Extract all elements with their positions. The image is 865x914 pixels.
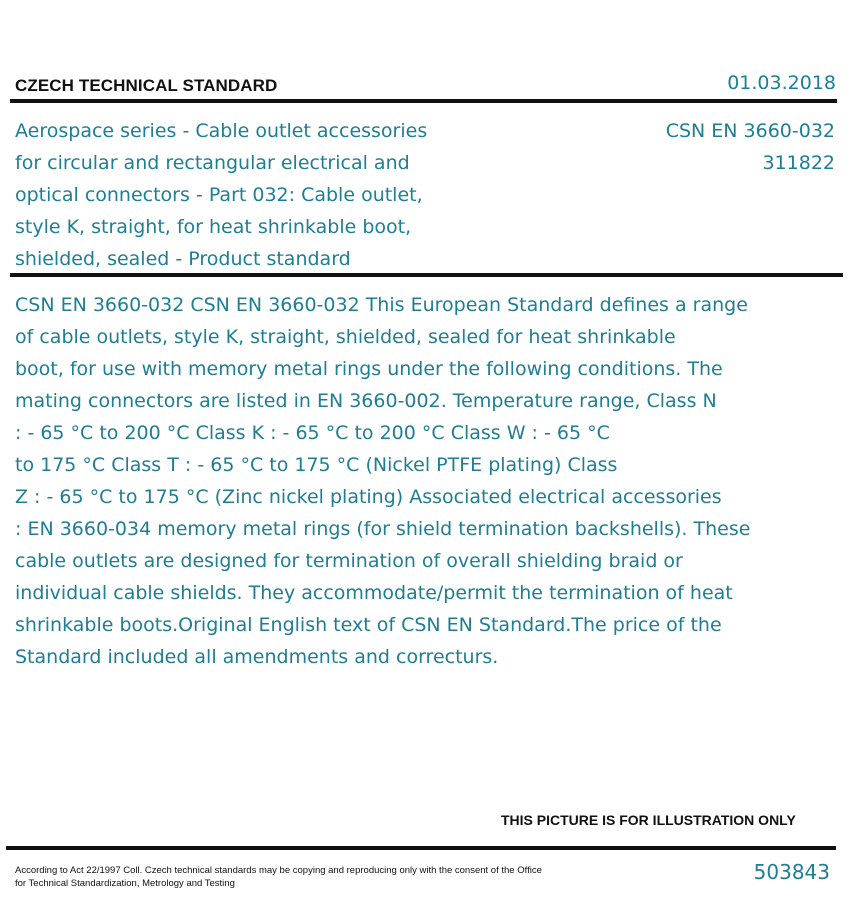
legal-notice: According to Act 22/1997 Coll. Czech technical standards may be copying and reproducing only with the consent of the Office for Technical Standardization, Metrology and Testing [15,865,542,889]
standard-abstract: CSN EN 3660-032 CSN EN 3660-032 This European Standard defines a range of cable outlets, style K, straight, shielded, sealed for heat shrinkable boot, for use with memory metal rings under the following conditions. The mating connectors are listed in EN 3660-002. Temperature range, Class N : - 65 °C to 200 °C Class K : - 65 °C to 200 °C Class W : - 65 °C to 175 °C Class T : - 65 °C to 175 °C (Nickel PTFE plating) Class Z : - 65 °C to 175 °C (Zinc nickel plating) Associated electrical accessories : EN 3660-034 memory metal rings (for shield termination backshells). These cable outlets are designed for termination of overall shielding braid or individual cable shields. They accommodate/permit the termination of heat shrinkable boots.Original English text of CSN EN Standard.The price of the Standard included all amendments and correcturs. [15,294,751,668]
standard-code: CSN EN 3660-032 [665,120,835,142]
standard-title: Aerospace series - Cable outlet accessories for circular and rectangular electrical and optical connectors - Part 032: Cable outlet, style K, straight, for heat shrinkable boot, shielded, sealed - Product standard [15,120,428,270]
illustration-disclaimer: THIS PICTURE IS FOR ILLUSTRATION ONLY [501,812,796,828]
classification-number: 311822 [762,152,835,174]
document-number: 503843 [753,860,830,884]
title-divider [10,273,843,277]
header-divider [10,99,837,103]
footer-divider [6,846,836,850]
document-type-heading: CZECH TECHNICAL STANDARD [15,76,278,95]
standard-identifiers [666,115,835,179]
publication-date: 01.03.2018 [727,72,836,94]
